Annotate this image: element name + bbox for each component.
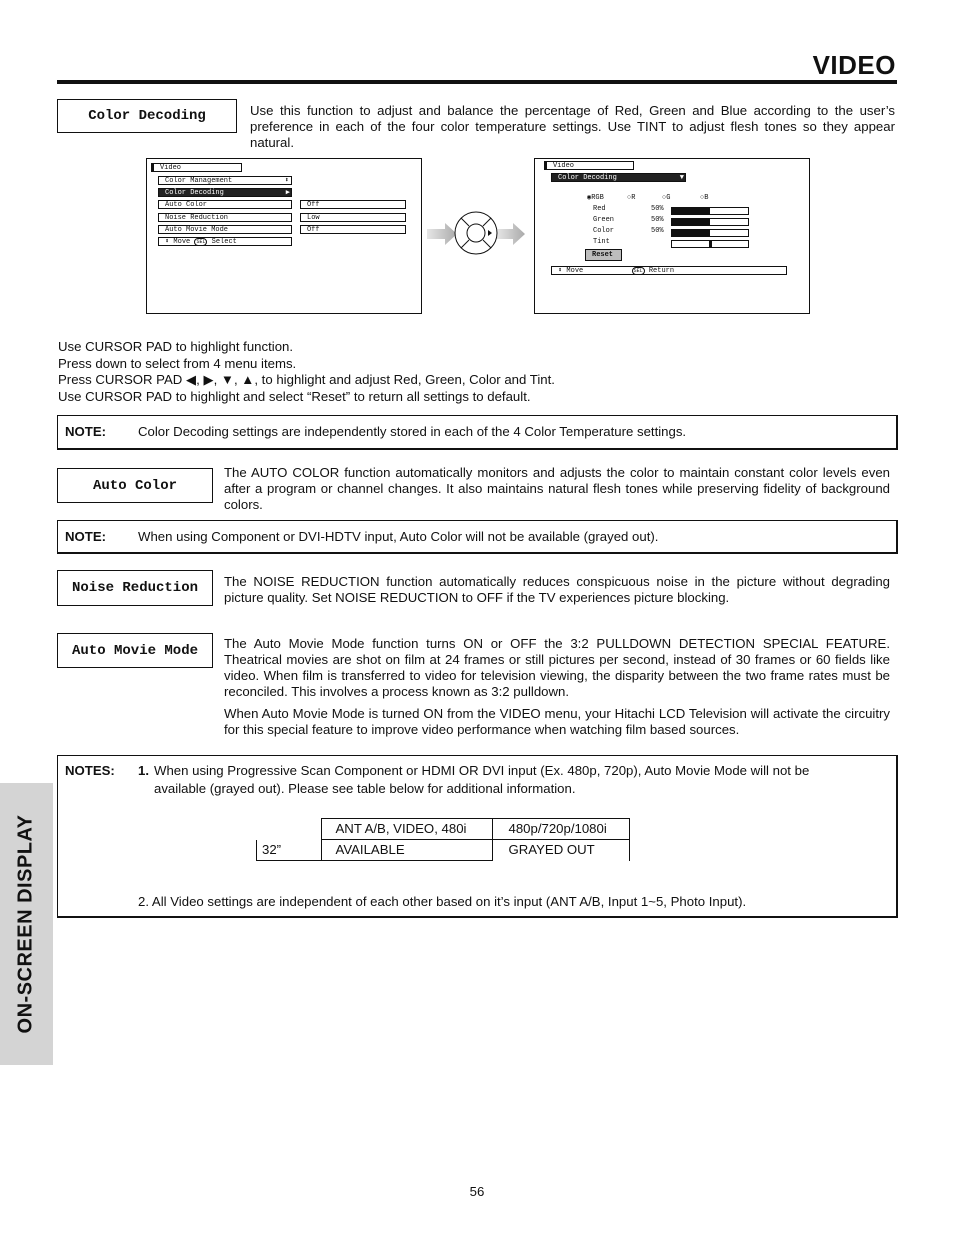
- arrow-right-icon: ▶: [285, 189, 290, 197]
- instruction-line: Use CURSOR PAD to highlight and select “Reset” to return all settings to default.: [58, 388, 531, 404]
- color-decoding-description: Use this function to adjust and balance the percentage of Red, Green and Blue according to the user’s preference in each of the four color temperature settings. Use TINT to adjust flesh tones so they appear natural.: [250, 103, 895, 150]
- osd-value-noise-reduction: Low: [300, 213, 406, 222]
- sel-button-icon: SEL: [196, 239, 206, 245]
- radio-r: ○R: [627, 194, 636, 202]
- osd-reset-button: Reset: [585, 249, 622, 261]
- osd-slider-color: [671, 229, 749, 237]
- auto-movie-mode-description-1: The Auto Movie Mode function turns ON or OFF the 3:2 PULLDOWN DETECTION SPECIAL FEATURE. Theatrical movies are shot on film at 24 frames or still pictures per second, instead of 30 frames or 60 fields like video. When film is transferred to video for television viewing, the disparity between the two frame rates must be reconciled. This involves a process known as 3:2 pulldown.: [224, 636, 890, 699]
- up-down-icon: ⬍: [165, 238, 170, 246]
- radio-g: ○G: [662, 194, 671, 202]
- note-auto-color: [57, 520, 898, 554]
- up-down-icon: ⬍: [558, 267, 563, 275]
- up-down-icon: ⬍: [284, 177, 289, 185]
- sel-button-icon: SEL: [633, 268, 643, 274]
- osd-item-color-management: Color Management ⬍: [158, 176, 292, 185]
- osd-item-color-decoding-selected: Color Decoding ▶: [158, 188, 292, 197]
- radio-rgb: ◉RGB: [587, 194, 604, 202]
- availability-table: [256, 818, 630, 861]
- osd-row-red-label: Red: [593, 205, 606, 213]
- arrow-right-icon: [497, 223, 525, 245]
- noise-reduction-label: Noise Reduction: [57, 570, 213, 606]
- osd-slider-green: [671, 218, 749, 226]
- osd-title-bar: Video: [544, 161, 634, 170]
- auto-movie-mode-description-2: When Auto Movie Mode is turned ON from the VIDEO menu, your Hitachi LCD Television will activate the circuitry for this special feature to improve video performance when watching film based sources.: [224, 706, 890, 737]
- notes-box: [57, 755, 898, 918]
- instruction-line: Press down to select from 4 menu items.: [58, 355, 297, 371]
- notes-item-1-line-2: available (grayed out). Please see table below for additional information.: [154, 781, 576, 796]
- osd-footer: ⬍ Move SEL Return: [551, 266, 787, 275]
- osd-slider-red: [671, 207, 749, 215]
- osd-item-auto-movie-mode: Auto Movie Mode: [158, 225, 292, 234]
- page-title: VIDEO: [812, 50, 896, 80]
- header-rule: [57, 80, 897, 84]
- osd-row-red-value: 50%: [651, 205, 664, 213]
- table-header-row: [257, 819, 630, 840]
- osd-row-tint-label: Tint: [593, 238, 610, 246]
- instructions: [58, 339, 555, 405]
- page-number: 56: [469, 1184, 485, 1199]
- table-cell: AVAILABLE: [321, 840, 492, 861]
- notes-item-number: 1.: [138, 763, 149, 778]
- table-header-cell: ANT A/B, VIDEO, 480i: [321, 819, 492, 840]
- osd-row-color-value: 50%: [651, 227, 664, 235]
- arrow-right-icon: [427, 223, 457, 245]
- osd-row-color-label: Color: [593, 227, 615, 235]
- auto-movie-mode-label: Auto Movie Mode: [57, 633, 213, 668]
- osd-value-auto-movie-mode: Off: [300, 225, 406, 234]
- osd-footer: ⬍ Move SEL Select: [158, 237, 292, 246]
- table-cell: GRAYED OUT: [492, 840, 629, 861]
- table-row: [257, 840, 630, 861]
- auto-color-description: The AUTO COLOR function automatically monitors and adjusts the color to maintain constant color levels even after a program or channel changes. It also maintains natural flesh tones while preserving fidelity of background colors.: [224, 465, 890, 512]
- osd-tint-marker: [709, 241, 712, 247]
- table-header-cell: 480p/720p/1080i: [492, 819, 629, 840]
- osd-video-menu-screen: [146, 158, 422, 314]
- notes-item-1-line-1: When using Progressive Scan Component or HDMI OR DVI input (Ex. 480p, 720p), Auto Movie Mode will not be: [154, 763, 810, 778]
- cursor-pad-diagram: [425, 208, 529, 258]
- notes-label: NOTES:: [65, 763, 115, 778]
- auto-color-label: Auto Color: [57, 468, 213, 503]
- color-decoding-label: Color Decoding: [57, 99, 237, 133]
- note-label: NOTE:: [65, 529, 107, 544]
- radio-b: ○B: [700, 194, 709, 202]
- osd-value-auto-color: Off: [300, 200, 406, 209]
- notes-item-2: 2. All Video settings are independent of each other based on it’s input (ANT A/B, Input 1~5, Photo Input).: [138, 894, 747, 909]
- instruction-line: Press CURSOR PAD ◀, ▶, ▼, ▲, to highlight and adjust Red, Green, Color and Tint.: [58, 372, 555, 387]
- note-label: NOTE:: [65, 424, 107, 439]
- osd-item-auto-color: Auto Color: [158, 200, 292, 209]
- osd-item-noise-reduction: Noise Reduction: [158, 213, 292, 222]
- table-row-label: 32”: [257, 840, 322, 861]
- osd-title-bar: [151, 163, 242, 172]
- instruction-line: Use CURSOR PAD to highlight function.: [58, 339, 294, 354]
- note-color-decoding: [57, 415, 898, 450]
- side-tab-label: ON-SCREEN DISPLAY: [14, 814, 37, 1034]
- note-text: When using Component or DVI-HDTV input, Auto Color will not be available (grayed out).: [138, 529, 659, 544]
- osd-row-green-label: Green: [593, 216, 615, 224]
- osd-row-green-value: 50%: [651, 216, 664, 224]
- osd-title: Video: [160, 164, 182, 172]
- noise-reduction-description: The NOISE REDUCTION function automatically reduces conspicuous noise in the picture without degrading picture quality. Set NOISE REDUCTION to OFF if the TV experiences picture blocking.: [224, 574, 890, 605]
- osd-color-decoding-screen: [534, 158, 810, 314]
- osd-header-color-decoding: Color Decoding ▼: [551, 173, 686, 182]
- osd-slider-tint: [671, 240, 749, 248]
- arrow-down-icon: ▼: [679, 174, 684, 182]
- note-text: Color Decoding settings are independently stored in each of the 4 Color Temperature settings.: [138, 424, 687, 439]
